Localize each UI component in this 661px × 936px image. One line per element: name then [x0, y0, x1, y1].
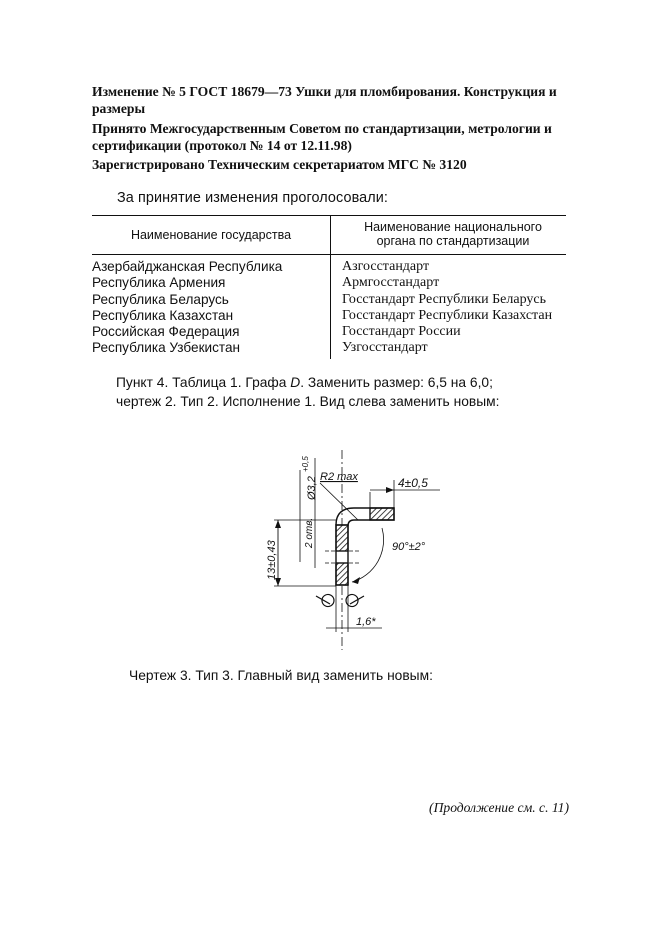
- body-cell: Армгосстандарт: [342, 275, 440, 291]
- registration-note: Зарегистрировано Техническим секретариатом МГС № 3120: [92, 157, 467, 172]
- dim-4: 4±0,5: [398, 476, 428, 490]
- technical-drawing: [266, 450, 460, 650]
- dim-radius: R2 max: [320, 471, 358, 483]
- change-line-2: чертеж 2. Тип 2. Исполнение 1. Вид слева заменить новым:: [116, 394, 500, 409]
- table-row: [92, 259, 572, 275]
- body-cell: Госстандарт Республики Казахстан: [342, 307, 553, 323]
- wall-hatch-upper: [336, 525, 348, 551]
- change-paragraph-2: Чертеж 3. Тип 3. Главный вид заменить новым:: [129, 668, 433, 683]
- dim-13: 13±0,43: [266, 540, 278, 580]
- state-cell: Республика Армения: [92, 275, 226, 291]
- angle-arc: [352, 528, 384, 582]
- table-top-rule: [92, 215, 566, 216]
- table-header-body: Наименование национального органа по стандартизации: [364, 220, 542, 248]
- body-cell: Госстандарт Республики Беларусь: [342, 291, 547, 307]
- wall-hatch-lower: [336, 563, 348, 585]
- dim-two-holes: 2 отв.: [304, 517, 315, 548]
- amendment-title: Изменение № 5 ГОСТ 18679—73 Ушки для пломбирования. Конструкция и размеры: [92, 84, 557, 116]
- dim-diameter-tolerance: +0,5: [301, 456, 310, 472]
- state-cell: Республика Беларусь: [92, 291, 229, 307]
- dim-angle: 90°±2°: [392, 541, 426, 553]
- table-row: [92, 308, 572, 324]
- voting-table-body: [92, 259, 572, 357]
- body-cell: Азгосстандарт: [342, 259, 430, 274]
- table-row: [92, 340, 572, 356]
- column-symbol: D: [290, 375, 301, 390]
- table-row: [92, 275, 572, 291]
- dim-diameter: Ø3,2: [306, 476, 318, 500]
- flange-hatch: [370, 508, 394, 520]
- table-row: [92, 292, 572, 308]
- change-line-1: [116, 373, 499, 392]
- voting-intro: За принятие изменения проголосовали:: [117, 190, 389, 206]
- state-cell: Азербайджанская Республика: [92, 259, 283, 274]
- adoption-note: Принято Межгосударственным Советом по стандартизации, метрологии и сертификации (протокол № 14 от 12.11.98): [92, 121, 552, 153]
- body-cell: Госстандарт России: [342, 324, 461, 340]
- change-text: . Заменить размер: 6,5 на 6,0;: [300, 375, 493, 390]
- state-cell: Республика Казахстан: [92, 307, 234, 323]
- continuation-note: (Продолжение см. с. 11): [429, 800, 569, 815]
- change-paragraph-1: [116, 373, 499, 411]
- state-cell: Республика Узбекистан: [92, 340, 241, 356]
- state-cell: Российская Федерация: [92, 324, 240, 340]
- table-header-state: Наименование государства: [130, 228, 292, 242]
- dim-thickness: 1,6*: [356, 616, 376, 628]
- change-text: Пункт 4. Таблица 1. Графа: [116, 375, 291, 390]
- body-cell: Узгосстандарт: [342, 340, 428, 356]
- table-header-rule: [92, 254, 566, 255]
- table-row: [92, 324, 572, 340]
